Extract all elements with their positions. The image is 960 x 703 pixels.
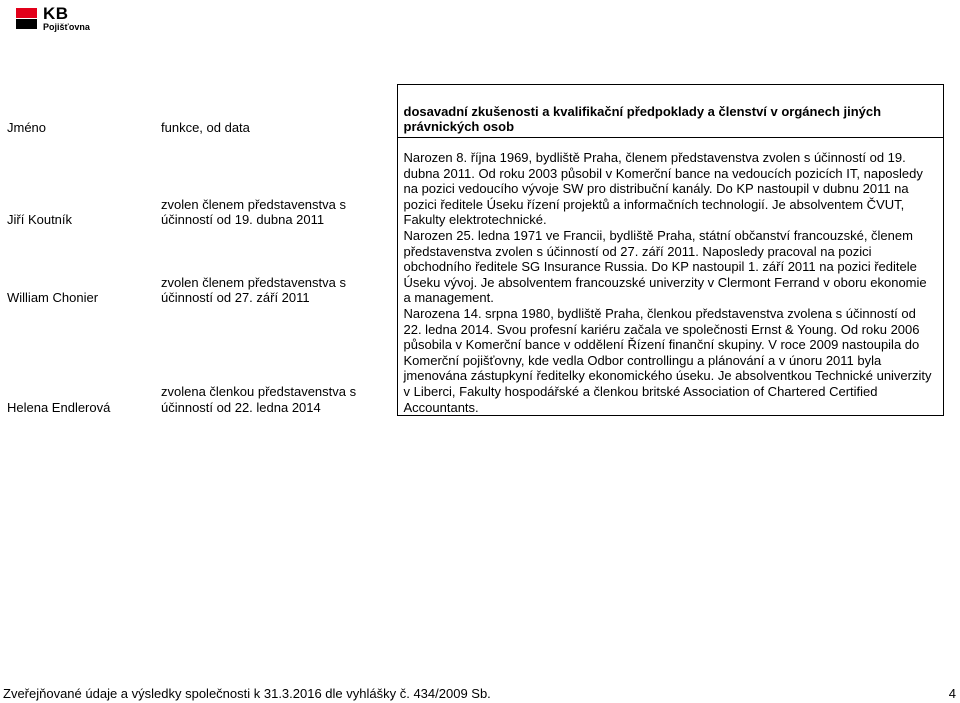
header-name: Jméno <box>7 119 47 135</box>
table-header-row <box>1 85 943 138</box>
member-bio: Narozena 14. srpna 1980, bydliště Praha, členkou představenstva zvolena s účinností od 22. ledna 2014. Svou profesní kariéru začala ve společnosti Ernst & Young. Od roku 2006 působila v Komerční bance v oddělení Řízení finanční skupiny. V roce 2009 nastoupila do Komerční pojišťovny, kde vedla Odbor controllingu a plánování a v únoru 2011 byla jmenována zástupkyní ředitelky ekonomického úseku. Je absolventkou Technické univerzity v Liberci, Fakulty hospodářské a členkou britské Association of Chartered Certified Accountants. <box>397 306 943 416</box>
table-row <box>1 228 943 306</box>
header-bio: dosavadní zkušenosti a kvalifikační předpoklady a členství v orgánech jiných právnických osob <box>397 85 943 138</box>
table-row <box>1 138 943 229</box>
member-function: zvolena členkou představenstva s účinností od 22. ledna 2014 <box>161 384 357 416</box>
company-logo <box>16 5 90 31</box>
member-function: zvolen členem představenstva s účinností od 27. září 2011 <box>161 274 346 306</box>
member-bio: Narozen 25. ledna 1971 ve Francii, bydliště Praha, státní občanství francouzské, členem představenstva zvolen s účinností od 27. září 2011. Naposledy pracoval na pozici obchodního ředitele SG Insurance Russia. Do KP nastoupil 1. září 2011 na pozici ředitele Úseku vývoj. Je absolventem francouzské univerzity v Clermont Ferrand v oboru ekonomie a management. <box>397 228 943 306</box>
board-members-table <box>1 84 944 416</box>
kb-logo-icon <box>16 8 37 29</box>
member-name: Helena Endlerová <box>7 400 111 416</box>
footer-text: Zveřejňované údaje a výsledky společnosti k 31.3.2016 dle vyhlášky č. 434/2009 Sb. <box>3 686 491 701</box>
member-name: Jiří Koutník <box>7 212 73 228</box>
member-function: zvolen členem představenstva s účinností od 19. dubna 2011 <box>161 196 346 228</box>
table-row <box>1 306 943 416</box>
page-number: 4 <box>948 686 956 701</box>
member-name: William Chonier <box>7 290 99 306</box>
member-bio: Narozen 8. října 1969, bydliště Praha, členem představenstva zvolen s účinností od 19. dubna 2011. Od roku 2003 působil v Komerční bance na vedoucích pozicích IT, naposledy na pozici vedoucího vývoje SW pro distribuční kanály. Do KP nastoupil v dubnu 2011 na pozici ředitele Úseku řízení projektů a informačních technologií. Je absolventem ČVUT, Fakulty elektrotechnické. <box>397 138 943 229</box>
logo-subtitle: Pojišťovna <box>43 21 90 32</box>
logo-brand: KB <box>43 3 69 23</box>
header-function: funkce, od data <box>161 119 250 135</box>
